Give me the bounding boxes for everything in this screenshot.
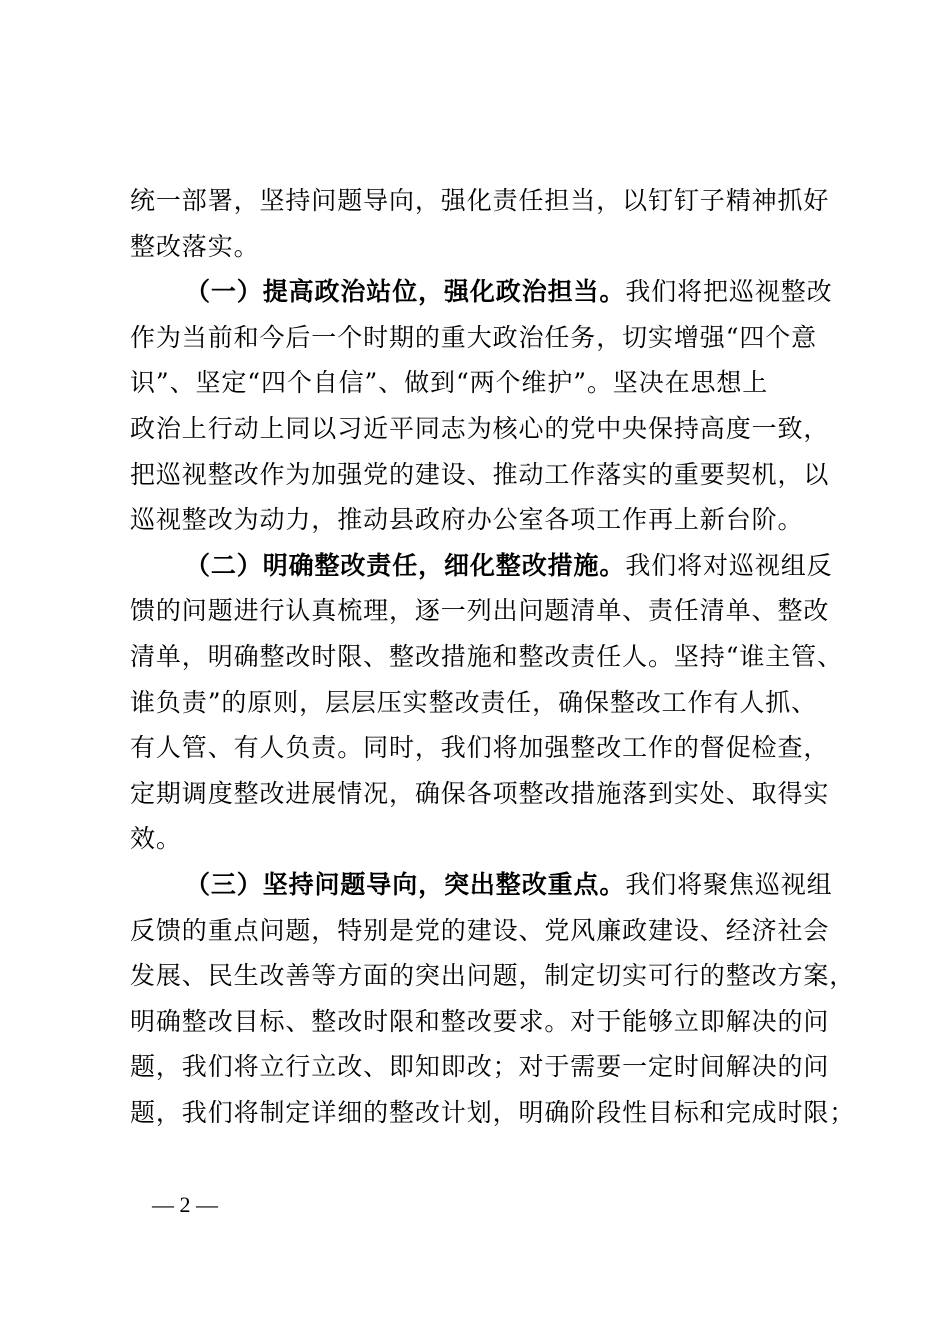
document-body xyxy=(130,178,856,1135)
section-heading: （三）坚持问题导向，突出整改重点。 xyxy=(185,869,626,899)
line-text: 我们将对巡视组反 xyxy=(625,550,833,580)
line-text: 整改落实。 xyxy=(130,231,260,261)
line-text: 明确整改目标、整改时限和整改要求。对于能够立即解决的问 xyxy=(130,1006,830,1036)
body-line xyxy=(130,315,830,361)
body-line xyxy=(130,224,830,270)
line-text: 我们将聚焦巡视组 xyxy=(625,869,833,899)
body-line xyxy=(130,452,830,498)
body-line xyxy=(130,634,843,680)
line-text: 作为当前和今后一个时期的重大政治任务，切实增强“四个意 xyxy=(130,322,818,352)
line-text: 我们将把巡视整改 xyxy=(625,277,833,307)
line-text: 把巡视整改作为加强党的建设、推动工作落实的重要契机，以 xyxy=(130,459,830,489)
section-heading: （二）明确整改责任，细化整改措施。 xyxy=(185,550,626,580)
body-line xyxy=(130,725,830,771)
line-text: 识”、坚定“四个自信”、做到“两个维护”。坚决在思想上 xyxy=(130,368,769,398)
line-text: 定期调度整改进展情况，确保各项整改措施落到实处、取得实 xyxy=(130,778,830,808)
body-line xyxy=(130,680,830,726)
line-text: 反馈的重点问题，特别是党的建设、党风廉政建设、经济社会 xyxy=(130,915,830,945)
body-line xyxy=(130,816,830,862)
body-line xyxy=(130,406,830,452)
line-text: 发展、民生改善等方面的突出问题，制定切实可行的整改方案， xyxy=(130,961,856,991)
body-line xyxy=(130,588,830,634)
page-number: — 2 — xyxy=(152,1192,218,1217)
line-text: 馈的问题进行认真梳理，逐一列出问题清单、责任清单、整改 xyxy=(130,596,830,626)
line-text: 题，我们将制定详细的整改计划，明确阶段性目标和完成时限； xyxy=(130,1097,856,1127)
line-text: 清单，明确整改时限、整改措施和整改责任人。坚持“谁主管、 xyxy=(130,641,843,671)
line-text: 谁负责”的原则，层层压实整改责任，确保整改工作有人抓、 xyxy=(130,687,818,717)
line-text: 巡视整改为动力，推动县政府办公室各项工作再上新台阶。 xyxy=(130,505,804,535)
section-heading-line xyxy=(130,862,833,908)
body-line xyxy=(130,1090,856,1136)
body-line xyxy=(130,771,830,817)
body-line xyxy=(130,360,830,406)
line-text: 有人管、有人负责。同时，我们将加强整改工作的督促检查， xyxy=(130,733,830,763)
line-text: 政治上行动上同以习近平同志为核心的党中央保持高度一致， xyxy=(130,413,830,443)
line-text: 效。 xyxy=(130,824,182,854)
body-line xyxy=(130,1044,830,1090)
section-heading-line xyxy=(130,543,833,589)
body-line xyxy=(130,953,856,999)
body-line xyxy=(130,999,830,1045)
body-line xyxy=(130,178,830,224)
body-line xyxy=(130,497,830,543)
section-heading-line xyxy=(130,269,833,315)
section-heading: （一）提高政治站位，强化政治担当。 xyxy=(185,277,626,307)
body-line xyxy=(130,908,830,954)
line-text: 题，我们将立行立改、即知即改；对于需要一定时间解决的问 xyxy=(130,1052,830,1082)
line-text: 统一部署，坚持问题导向，强化责任担当，以钉钉子精神抓好 xyxy=(130,186,830,215)
